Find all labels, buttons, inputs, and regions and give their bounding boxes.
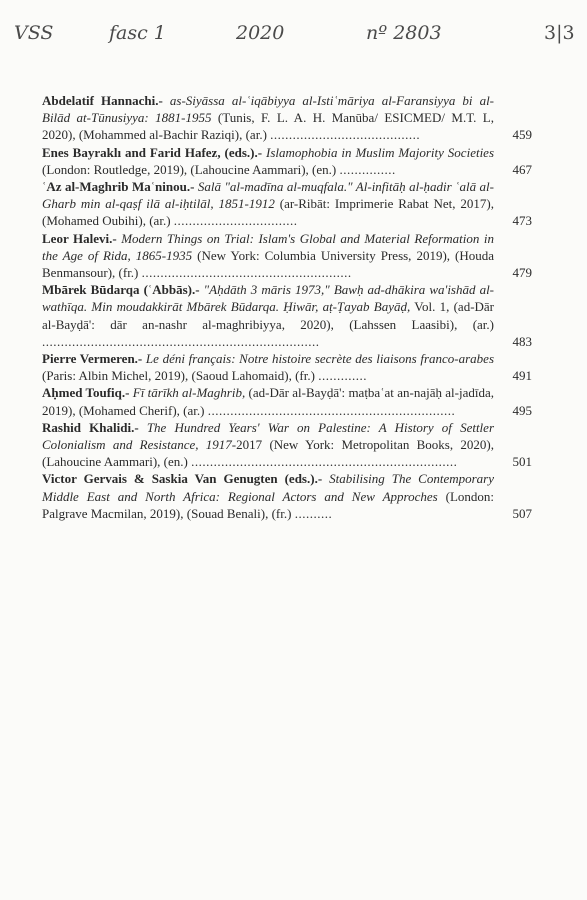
toc-entry (42, 470, 532, 522)
entry-title: Stabilising The Contemporary Middle East and North Africa: Regional Actors and New Approches (42, 471, 495, 504)
toc-entry (42, 92, 532, 144)
leader-dots: ........................................................ (141, 265, 352, 281)
leader-dots: ............. (318, 368, 367, 384)
entry-page-number: 507 (512, 505, 532, 521)
entry-title: Modern Things on Trial: Islam's Global and Material Reformation in the Age of Rida, 1865-1935 (42, 230, 495, 263)
entry-author: Abdelatif Hannachi.- (42, 93, 163, 108)
entry-author: Mbārek Būdarqa (ʿAbbās).- (42, 282, 200, 298)
entry-author: ʿAz al-Maghrib Maʿninou.- (42, 179, 195, 195)
handwritten-pages: 3|3 (544, 22, 575, 44)
toc-entry (42, 419, 532, 471)
entry-details: (London: Palgrave Macmilan, 2019), (Souad Benali), (fr.) (42, 488, 495, 521)
leader-dots: .......................................................................... (42, 333, 320, 349)
entry-page-number: 495 (512, 402, 532, 418)
entry-details: 2017 (New York: Metropolitan Books, 2020), (Lahoucine Aammari), (en.) (42, 437, 494, 470)
entry-author: Aḥmed Toufiq.- (42, 385, 130, 401)
toc-entry (42, 178, 532, 230)
table-of-contents (42, 92, 532, 522)
entry-details: (Tunis, F. L. A. H. Manūba/ ESICMED/ M.T. L, 2020), (Mohammed al-Bachir Raziqi), (ar.) (42, 110, 494, 143)
leader-dots: .......... (294, 505, 333, 521)
entry-page-number: 491 (512, 368, 532, 384)
entry-details: Vol. 1, (ad-Dār al-Bayḍā': dār an-nashr al-maghribiyya, 2020), (Lahssen Laasibi), (ar.) (42, 299, 495, 332)
entry-page-number: 459 (512, 127, 532, 143)
handwritten-fascicle: fasc 1 (109, 22, 166, 44)
entry-details: (ar-Ribāt: Imprimerie Rabat Net, 2017), (Mohamed Oubihi), (ar.) (42, 196, 495, 229)
toc-entry (42, 144, 532, 178)
handwritten-year: 2020 (236, 22, 285, 44)
entry-title: Le déni français: Notre histoire secrète des liaisons franco-arabes (145, 351, 495, 367)
entry-author: Victor Gervais & Saskia Van Genugten (eds.).- (42, 471, 323, 487)
entry-author: Leor Halevi.- (42, 230, 117, 246)
entry-page-number: 467 (512, 161, 532, 177)
leader-dots: ............... (339, 161, 396, 177)
entry-details: (London: Routledge, 2019), (Lahoucine Aammari), (en.) (42, 161, 337, 177)
entry-details: (ad-Dār al-Bayḍā': maṭbaʿat an-najāḥ al-jadīda, 2019), (Mohamed Cherif), (ar.) (42, 385, 495, 418)
entry-details: (Paris: Albin Michel, 2019), (Saoud Lahomaid), (fr.) (42, 368, 315, 384)
entry-page-number: 479 (512, 265, 532, 281)
toc-entry (42, 350, 532, 384)
entry-title: Salā "al-madīna al-muqfala." Al-infitāḥ al-ḥadir ʿalā al-Gharb min al-qaṣf ilā al-iḥtilāl, 1851-1912 (42, 179, 494, 212)
entry-author: Rashid Khalidi.- (42, 419, 139, 435)
leader-dots: ....................................................................... (191, 454, 458, 470)
entry-page-number: 483 (512, 333, 532, 349)
entry-page-number: 473 (512, 213, 532, 229)
handwritten-reference (14, 18, 579, 52)
entry-author: Pierre Vermeren.- (42, 351, 143, 367)
leader-dots: ........................................ (270, 127, 421, 143)
toc-entry (42, 281, 532, 350)
entry-details: (New York: Columbia University Press, 2019), (Houda Benmansour), (fr.) (42, 247, 495, 281)
toc-entry (42, 230, 532, 282)
leader-dots: .................................................................. (207, 402, 456, 418)
handwritten-code: VSS (14, 22, 54, 44)
toc-entry (42, 384, 532, 418)
entry-page-number: 501 (512, 454, 532, 470)
entry-author: Enes Bayraklı and Farid Hafez, (eds.).- (42, 144, 263, 160)
entry-title: The Hundred Years' War on Palestine: A History of Settler Colonialism and Resistance, 1917- (42, 419, 494, 453)
handwritten-number: nº 2803 (366, 22, 442, 44)
entry-title: as-Siyāssa al-ʿiqābiyya al-Istiʿmāriya al-Faransiyya bi al-Bilād at-Tūnusiyya: 1881-1955 (42, 93, 495, 126)
entry-title: Islamophobia in Muslim Majority Societies (266, 144, 495, 160)
entry-title: Fī tārīkh al-Maghrib, (132, 385, 246, 401)
leader-dots: ................................. (173, 213, 298, 229)
entry-title: "Aḥdāth 3 māris 1973," Bawḥ ad-dhākira wa'ishād al-wathīqa. Min moudakkirāt Mbārek Būdarqa. Ḥiwār, aṭ-Ṭayab Bayāḍ, (42, 282, 495, 315)
